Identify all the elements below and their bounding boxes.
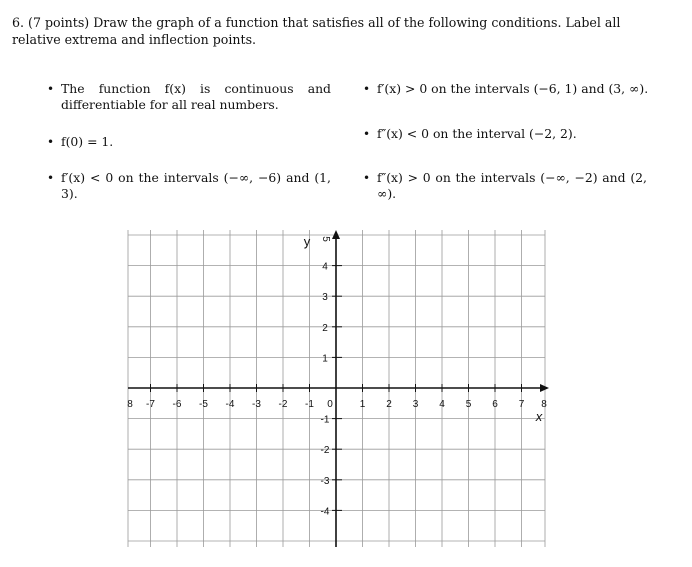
y-tick-label: -1 <box>320 414 330 426</box>
x-tick-label: -1 <box>305 399 314 410</box>
x-tick-label: -2 <box>278 399 288 410</box>
x-tick-label: -5 <box>199 399 208 410</box>
x-tick-label: -6 <box>172 399 182 410</box>
axis-labels <box>127 234 547 517</box>
condition-text: f″(x) < 0 on the interval (−2, 2). <box>377 126 577 141</box>
x-tick-label: -3 <box>252 399 261 410</box>
y-tick-label: -3 <box>320 475 330 487</box>
y-axis-arrow-icon <box>332 230 340 239</box>
bullet-icon: • <box>47 171 55 185</box>
x-tick-label: 2 <box>386 399 392 410</box>
problem-number: 6. <box>12 15 25 30</box>
x-tick-label: -4 <box>225 399 235 410</box>
x-tick-label: 0 <box>327 399 333 410</box>
x-tick-label: 4 <box>439 399 445 410</box>
bullet-icon: • <box>363 82 371 96</box>
x-tick-label: 1 <box>359 399 366 410</box>
x-tick-label: -7 <box>146 399 155 410</box>
x-tick-label: 5 <box>465 399 472 410</box>
x-axis-label: x <box>535 409 543 424</box>
x-tick-label: 6 <box>492 399 498 410</box>
bullet-icon: • <box>47 135 55 149</box>
y-tick-label: -2 <box>320 445 330 457</box>
y-tick-label: 2 <box>322 322 328 334</box>
bullet-icon: • <box>363 171 371 185</box>
y-tick-label: -4 <box>320 506 330 518</box>
condition-text: f″(x) > 0 on the intervals (−∞, −2) and (2, ∞). <box>377 170 647 201</box>
y-tick-label: 3 <box>322 292 328 304</box>
problem-text: (7 points) Draw the graph of a function that satisfies all of the following conditions. Label all relative extrema and inflection points. <box>12 15 621 47</box>
x-tick-label: 3 <box>412 399 419 410</box>
x-right-label: 8 <box>541 399 547 410</box>
y-axis-label: y <box>303 234 311 249</box>
condition-text: f(0) = 1. <box>61 134 114 149</box>
condition-text: f′(x) < 0 on the intervals (−∞, −6) and (1, 3). <box>61 170 331 201</box>
y-tick-label: 4 <box>322 261 328 273</box>
bullet-icon: • <box>47 82 55 96</box>
y-tick-label: 1 <box>322 353 328 365</box>
condition-text: The function f(x) is continuous and differentiable for all real numbers. <box>61 81 331 112</box>
x-tick-label: 7 <box>518 399 525 410</box>
axes <box>128 230 549 547</box>
condition-text: f′(x) > 0 on the intervals (−6, 1) and (3, ∞). <box>377 81 649 96</box>
y-top-label: 5 <box>320 236 331 242</box>
bullet-icon: • <box>363 127 371 141</box>
x-axis-arrow-icon <box>540 384 549 392</box>
x-left-label: 8 <box>127 399 133 410</box>
